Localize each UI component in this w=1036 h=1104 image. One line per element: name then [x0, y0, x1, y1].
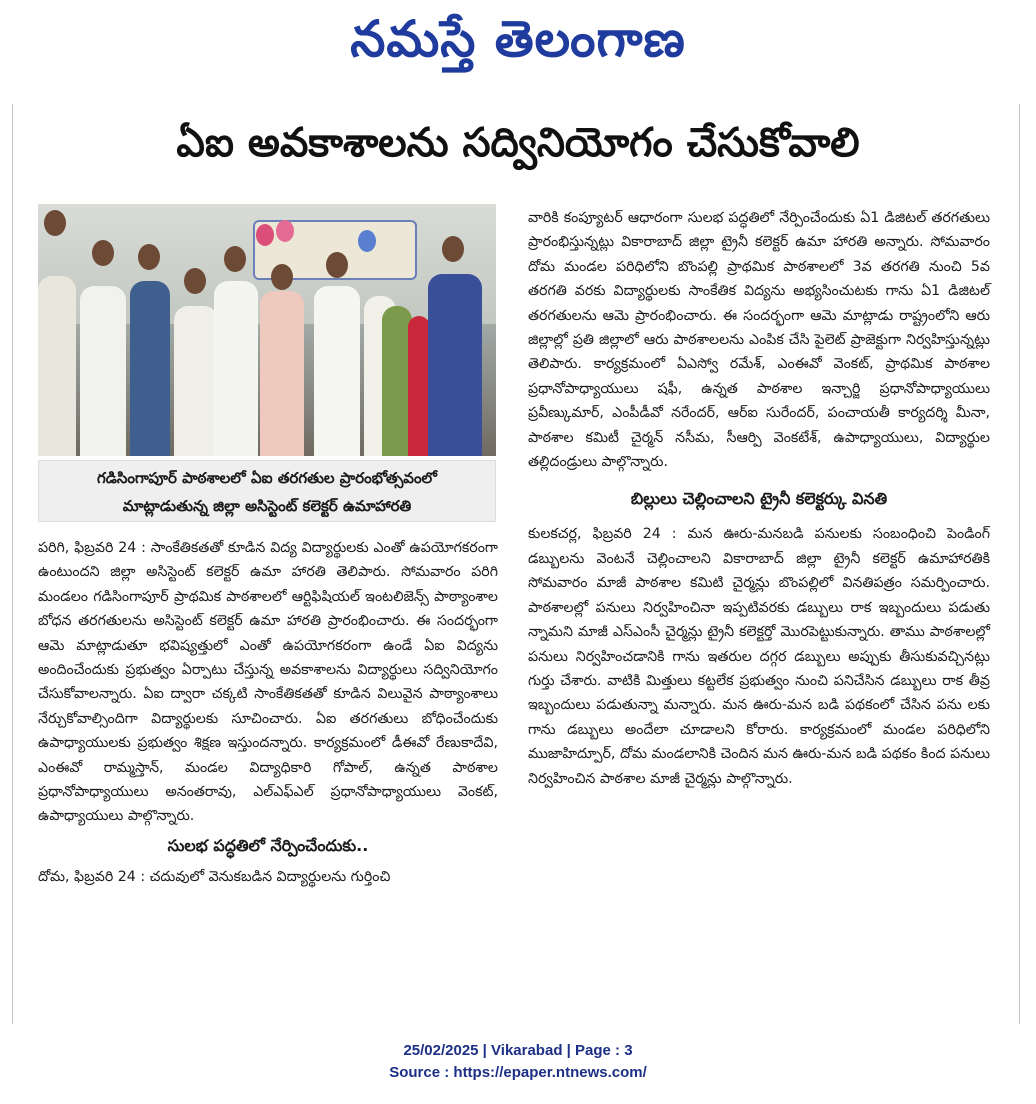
photo-person-head	[224, 246, 246, 272]
photo-person-head	[44, 210, 66, 236]
photo-person	[428, 274, 482, 456]
photo-person	[174, 306, 218, 456]
right-column	[528, 206, 990, 791]
photo-person	[408, 316, 430, 456]
balloon-icon	[276, 220, 294, 242]
photo-caption-line: గడిసింగాపూర్ పాఠశాలలో ఏఐ తరగతుల ప్రారంభోత్సవంలో	[97, 469, 437, 487]
photo-person-head	[326, 252, 348, 278]
photo-person	[214, 281, 258, 456]
page-footer	[0, 1040, 1036, 1084]
photo-person	[260, 291, 304, 456]
article-subheading: సులభ పద్ధతిలో నేర్పించేందుకు..	[167, 835, 369, 855]
balloon-icon	[256, 224, 274, 246]
photo-person-head	[442, 236, 464, 262]
photo-person	[130, 281, 170, 456]
footer-source-line: Source : https://epaper.ntnews.com/	[389, 1064, 647, 1081]
article-subheading: బిల్లులు చెల్లించాలని ట్రైనీ కలెక్టర్కు వినతి	[630, 489, 888, 509]
photo-caption	[38, 460, 496, 522]
footer-date-line: 25/02/2025 | Vikarabad | Page : 3	[403, 1042, 633, 1059]
photo-person-head	[138, 244, 160, 270]
article-headline: ఏఐ అవకాశాలను సద్వినియోగం చేసుకోవాలి	[176, 120, 860, 166]
photo-person-head	[184, 268, 206, 294]
left-column	[38, 536, 498, 889]
photo-person	[80, 286, 126, 456]
article-paragraph: పరిగి, ఫిబ్రవరి 24 : సాంకేతికతతో కూడిన విద్య విద్యార్థులకు ఎంతో ఉపయోగకరంగా ఉంటుందని జిల్లా అసిస్టెంట్ కలెక్టర్ ఉమా హారతి తెలిపారు. సోమవారం పరిగి మండలం గడిసింగాపూర్ ప్రాథమిక పాఠశాలలో ఆర్టిఫిషియల్ ఇంటలిజెన్స్ పాఠ్యాంశాల బోధన తరగతులను అసిస్టెంట్ కలెక్టర్ ఉమా హారతి ప్రారంభించారు. ఈ సందర్భంగా ఆమె మాట్లాడుతూ భవిష్యత్తులో ఎంతో ఉపయోగకరంగా ఉండే ఏఐ విద్యను అందించేందుకు ప్రభుత్వం ఏర్పాటు చేస్తున్న అవకాశాలను విద్యార్థులు సద్వినియోగం చేసుకోవాలన్నారు. ఏఐ ద్వారా చక్కటి సాంకేతికతతో కూడిన విలువైన పాఠ్యాంశాలు నేర్చుకోవాల్సిందిగా విద్యార్థులకు సూచించారు. ఏఐ తరగతులు బోధించేందుకు ఉపాధ్యాయులకు ప్రభుత్వం శిక్షణ ఇస్తుందన్నారు. కార్యక్రమంలో డీఈవో రేణుకాదేవి, ఎంఈవో రామ్మస్తాన్, మండల విద్యాధికారి గోపాల్, ఉన్నత పాఠశాల ప్రధానోపాధ్యాయులు అనంతరావు, ఎల్ఎఫ్ఎల్ ప్రధానోపాధ్యాయులు వెంకట్, ఉపాధ్యాయులు పాల్గొన్నారు.	[38, 540, 498, 825]
photo-person-head	[92, 240, 114, 266]
news-photo	[38, 204, 496, 456]
photo-person	[38, 276, 76, 456]
article-paragraph: వారికి కంప్యూటర్ ఆధారంగా సులభ పద్ధతిలో నేర్పించేందుకు ఏ1 డిజిటల్ తరగతులు ప్రారంభిస్తున్నట్లు వికారాబాద్ జిల్లా ట్రైనీ కలెక్టర్ ఉమా హారతి అన్నారు. సోమవారం దోమ మండల పరిధిలోని బొంపల్లి ప్రాథమిక పాఠశాలలో 3వ తరగతి నుంచి 5వ తరగతి వరకు విద్యార్థులకు సాంకేతిక విద్యను అభ్యసించుటకు గాను ఏ1 డిజిటల్ తరగతులను ఆమె ప్రారంభించారు. ఈ సందర్భంగా ఆమె మాట్లాడు రాష్ట్రంలోని ఆరు జిల్లాల్లో ప్రతి జిల్లాలో ఆరు పాఠశాలలను ఎంపిక చేసి పైలెట్ ప్రాజెక్టుగా నిర్వహిస్తున్నట్లు తెలిపారు. కార్యక్రమంలో ఏఎస్వో రమేశ్, ఎంఈవో వెంకట్, ప్రాథమిక పాఠశాల ప్రధానోపాధ్యాయులు షఫీ, ఉన్నత పాఠశాల ఇన్చార్జి ప్రధానోపాధ్యాయులు ప్రవీణ్కుమార్, ఎంపీడీవో నరేందర్, ఆర్ఐ సురేందర్, పంచాయతీ కార్యదర్శి మీనా, పాఠశాల కమిటీ చైర్మన్ నసీమ, సీఆర్పి వెంకటేశ్, ఉపాధ్యాయులు, విద్యార్థుల తల్లిదండ్రులు పాల్గొన్నారు.	[528, 210, 990, 471]
photo-caption-line: మాట్లాడుతున్న జిల్లా అసిస్టెంట్ కలెక్టర్ ఉమాహారతి	[122, 497, 412, 515]
article-paragraph: దోమ, ఫిబ్రవరి 24 : చదువులో వెనుకబడిన విద్యార్థులను గుర్తించి	[38, 868, 391, 885]
balloon-icon	[358, 230, 376, 252]
newspaper-masthead: నమస్తే తెలంగాణ	[350, 9, 686, 68]
photo-person	[314, 286, 360, 456]
article-paragraph: కులకచర్ల, ఫిబ్రవరి 24 : మన ఊరు-మనబడి పనులకు సంబంధించి పెండింగ్ డబ్బులను వెంటనే చెల్లించాలని వికారాబాద్ జిల్లా ట్రైనీ కలెక్టర్ ఉమాహారతికి సోమవారం మాజీ పాఠశాల కమిటి చైర్మన్లు బొంపల్లిలో వినతిపత్రం సమర్పించారు. పాఠశాలల్లో పనులు నిర్వహించినా ఇప్పటివరకు డబ్బులు రాక ఇబ్బందులు పడుతు న్నామని మాజీ ఎస్ఎంసీ చైర్మన్లు ట్రైనీ కలెక్టర్తో మొరపెట్టుకున్నారు. తాము పాఠశాలల్లో పనులు నిర్వహించడానికి గాను ఇతరుల దగ్గర డబ్బులు అప్పుకు తీసుకువచ్చినట్లు గుర్తు చేశారు. వాటికి మిత్తులు కట్టలేక ప్రభుత్వం నుంచి పనిచేసిన డబ్బులు రాక తీవ్ర ఇబ్బందులు పడుతున్నా మన్నారు. మన ఊరు-మన బడి పథకంలో చేసిన పను లకు గాను డబ్బులు అందేలా చూడాలని కోరారు. కార్యక్రమంలో మండల పరిధిలోని ముజాహిద్పూర్, దోమ మండలానికి చెందిన మన ఊరు-మన బడి పథకం కింద పనులు నిర్వహించిన పాఠశాల మాజీ చైర్మన్లు పాల్గొన్నారు.	[528, 526, 990, 787]
photo-person-head	[271, 264, 293, 290]
